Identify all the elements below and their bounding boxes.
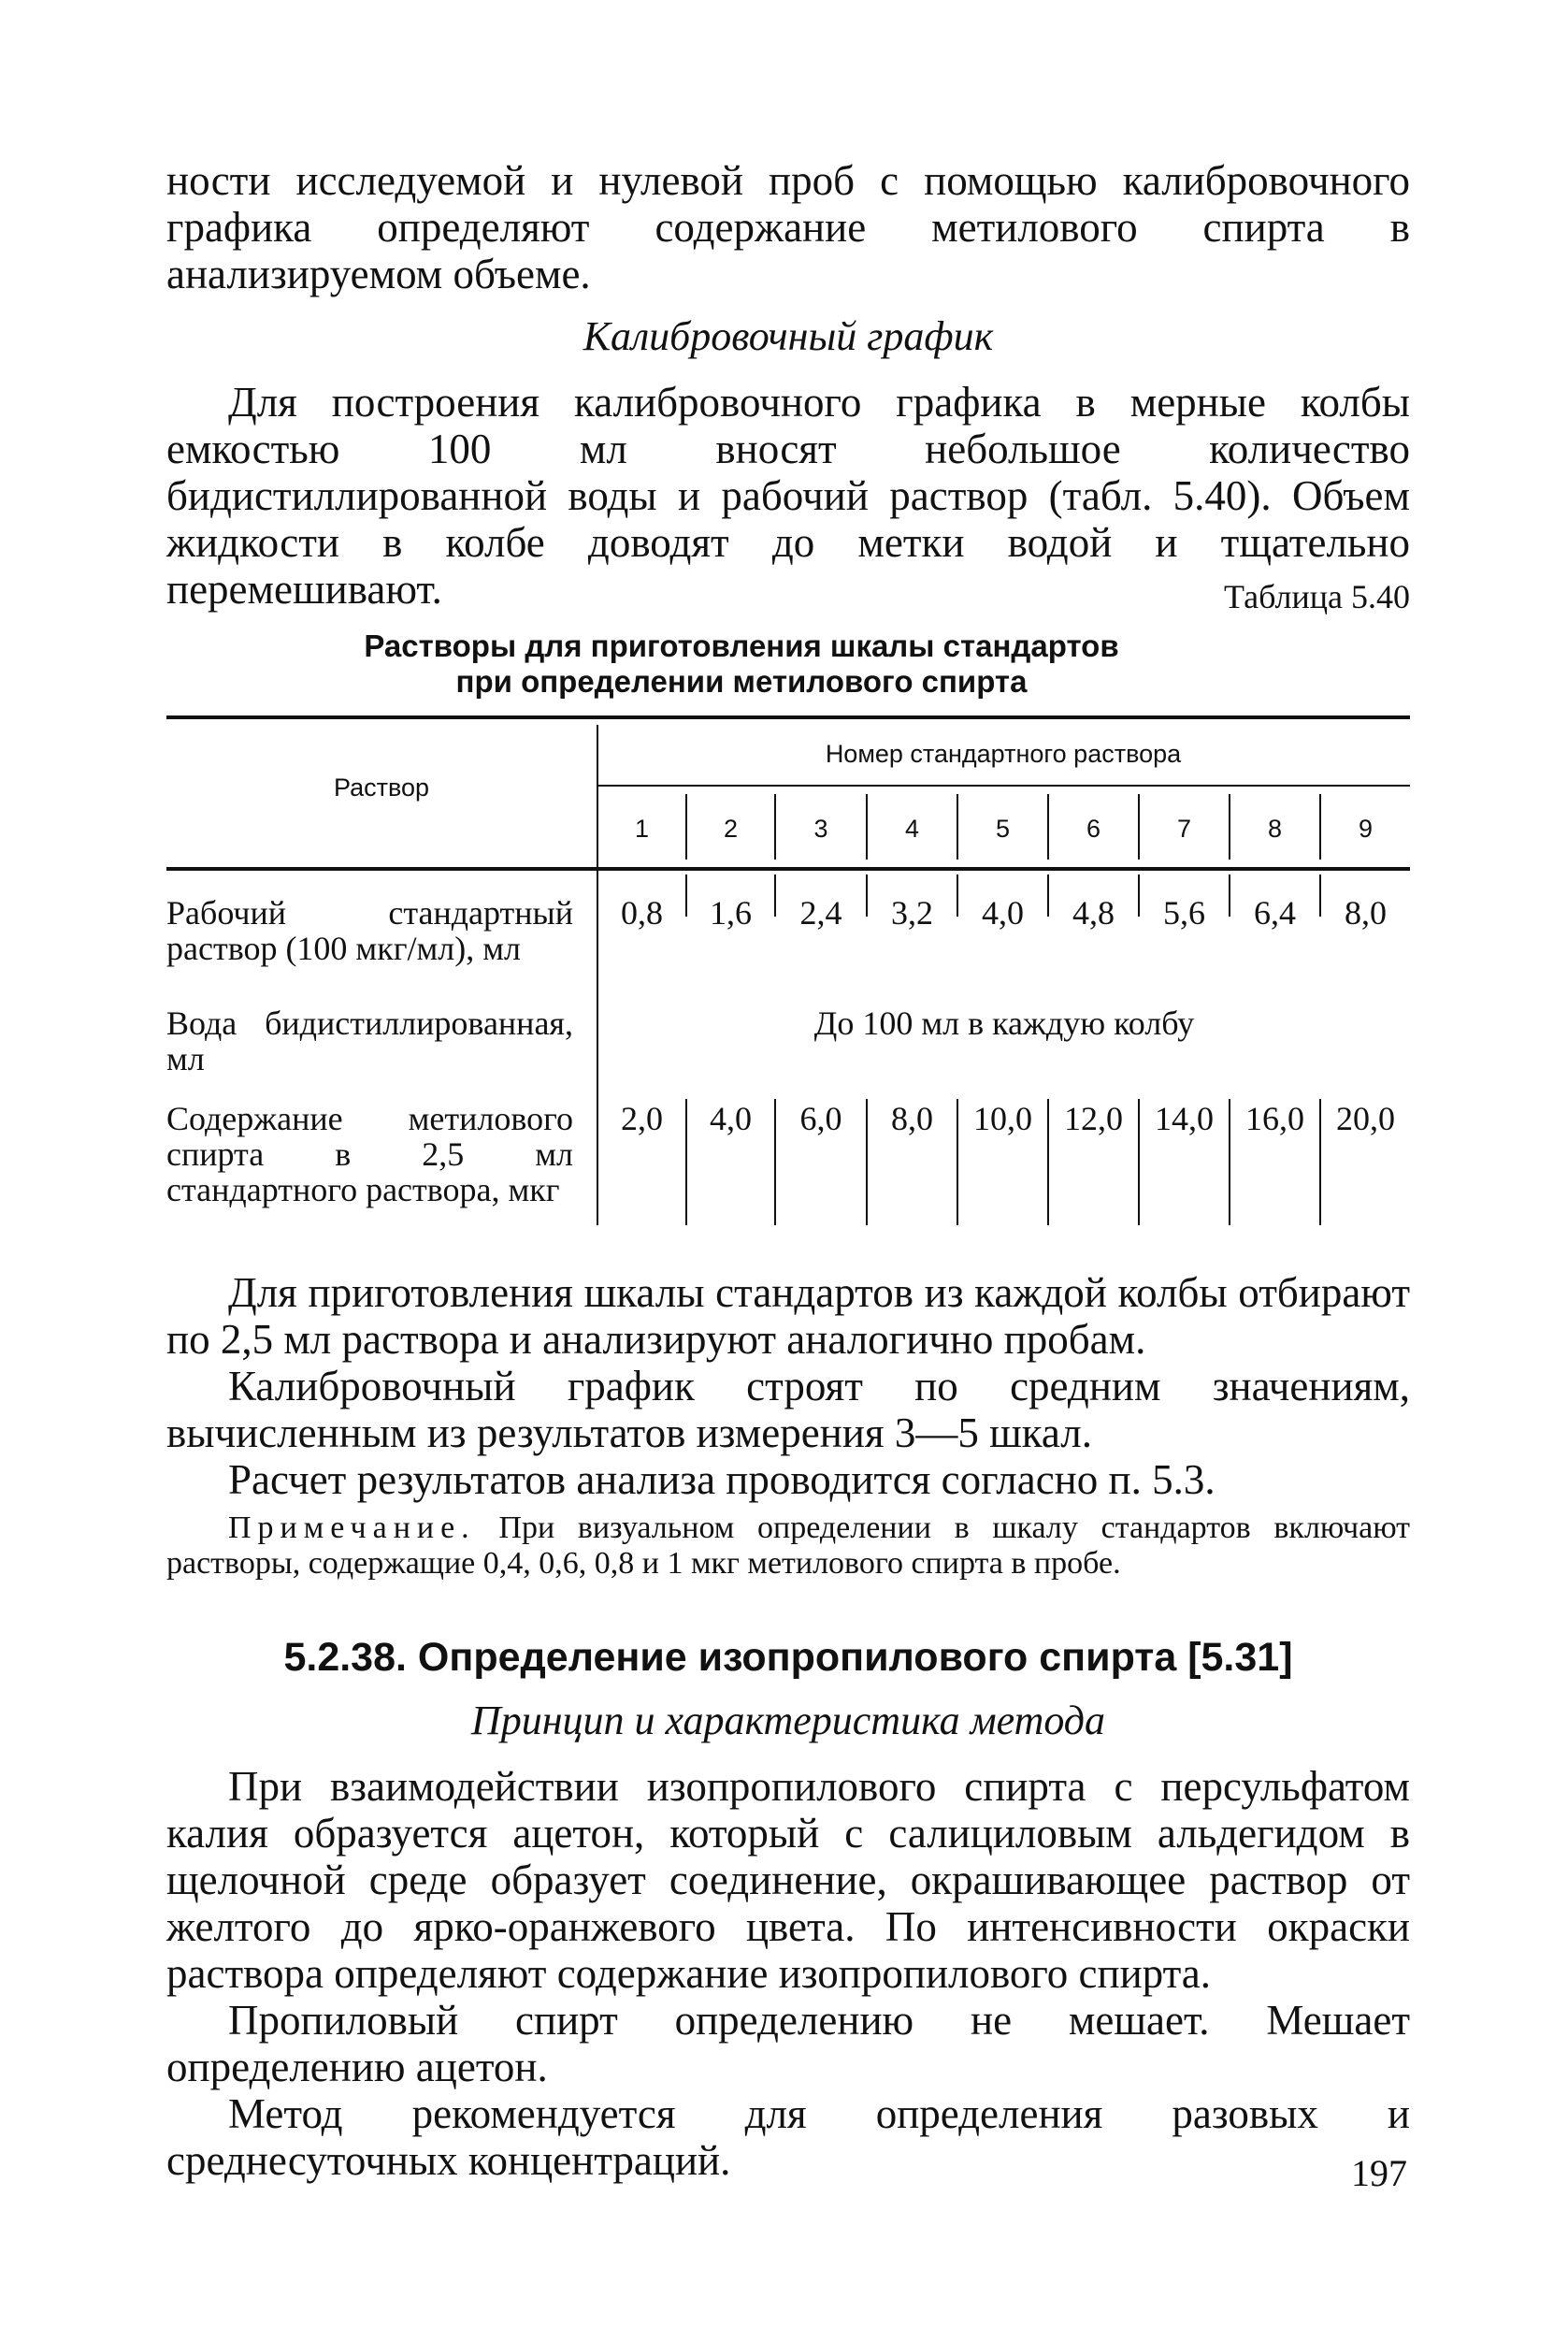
row3-value-1: 2,0 [621, 1100, 663, 1137]
section-heading: 5.2.38. Определение изопропилового спирта [5.31] [283, 1635, 1293, 1680]
table-title-line-1: Растворы для приготовления шкалы стандартов [364, 629, 1119, 663]
col-number-2: 2 [723, 815, 739, 843]
principle-paragraph-2: Пропиловый спирт определению не мешает. Мешает определению ацетон. [166, 1997, 1410, 2090]
header-mid-rule [597, 785, 1410, 787]
intro-block [166, 157, 1410, 297]
row-label-water: Вода бидистиллированная, мл [166, 1004, 573, 1077]
row3-value-2: 4,0 [710, 1100, 752, 1137]
calibration-paragraph: Для построения калибровочного графика в мерные колбы емкостью 100 мл вносят небольшое количество бидистиллированной воды и рабочий раствор (табл. 5.40). Объем жидкости в колбе доводят до метки водой и тщательно перемешивают. [166, 379, 1410, 613]
principle-paragraph-1: При взаимодействии изопропилового спирта с персульфатом калия образуется ацетон, который с салициловым альдегидом в щелочной среде образует соединение, окрашивающее раствор от желтого до ярко-оранжевого цвета. По интенсивности окраски раствора определяют содержание изопропилового спирта. [166, 1763, 1410, 1997]
row2-merged-value: До 100 мл в каждую колбу [813, 1004, 1195, 1042]
col-number-8: 8 [1267, 815, 1283, 843]
col-number-5: 5 [995, 815, 1011, 843]
note-block [166, 1510, 1410, 1582]
row1-value-2: 1,6 [710, 894, 752, 932]
row3-value-7: 14,0 [1155, 1100, 1214, 1137]
row-label-working-solution: Рабочий стандартный раствор (100 мкг/мл), мл [166, 894, 573, 967]
row3-value-5: 10,0 [973, 1100, 1032, 1137]
header-bottom-rule [166, 867, 1410, 871]
table-label: Таблица 5.40 [1224, 578, 1410, 615]
row1-value-6: 4,8 [1072, 894, 1115, 932]
col-number-3: 3 [813, 815, 828, 843]
after-table-paragraph-3: Расчет результатов анализа проводится согласно п. 5.3. [228, 1456, 1216, 1503]
row1-value-7: 5,6 [1163, 894, 1205, 932]
subheading-calibration: Калибровочный график [583, 313, 994, 359]
page-number: 197 [1351, 2152, 1407, 2194]
note-label: Примечание. [228, 1510, 476, 1545]
row3-value-6: 12,0 [1064, 1100, 1123, 1137]
col-number-4: 4 [904, 815, 920, 843]
table-title [166, 629, 1316, 700]
row3-value-8: 16,0 [1245, 1100, 1304, 1137]
col-number-9: 9 [1358, 815, 1374, 843]
principle-block [166, 1763, 1410, 2184]
after-table-block [166, 1269, 1410, 1503]
after-table-paragraph-1: Для приготовления шкалы стандартов из каждой колбы отбирают по 2,5 мл раствора и анализируют аналогично пробам. [166, 1269, 1410, 1363]
note-text: При визуальном определении в шкалу стандартов включают растворы, содержащие 0,4, 0,6, 0,8 и 1 мкг метилового спирта в пробе. [166, 1510, 1411, 1581]
col-number-1: 1 [634, 815, 650, 843]
standards-table [166, 715, 1410, 1225]
column-header-group: Номер стандартного раствора [825, 740, 1182, 768]
principle-paragraph-3: Метод рекомендуется для определения разовых и среднесуточных концентраций. [166, 2090, 1410, 2184]
row1-value-1: 0,8 [621, 894, 663, 932]
row-label-methanol-content: Содержание метилового спирта в 2,5 мл стандартного раствора, мкг [166, 1100, 573, 1208]
row3-value-9: 20,0 [1336, 1100, 1395, 1137]
label-column-divider [597, 725, 598, 1225]
intro-paragraph: ности исследуемой и нулевой проб с помощью калибровочного графика определяют содержание метилового спирта в анализируемом объеме. [166, 157, 1410, 297]
row3-value-3: 6,0 [799, 1100, 842, 1137]
col-number-6: 6 [1086, 815, 1101, 843]
row1-value-4: 3,2 [891, 894, 933, 932]
subheading-principle: Принцип и характеристика метода [470, 1698, 1106, 1743]
note-paragraph [166, 1510, 1410, 1582]
table-title-line-2: при определении метилового спирта [455, 664, 1028, 699]
row1-value-3: 2,4 [799, 894, 842, 932]
column-header-solution: Раствор [333, 773, 430, 802]
table-top-rule [166, 715, 1410, 719]
after-table-paragraph-2: Калибровочный график строят по средним значениям, вычисленным из результатов измерения 3—5 шкал. [166, 1363, 1410, 1456]
row1-value-5: 4,0 [982, 894, 1024, 932]
row3-value-4: 8,0 [891, 1100, 933, 1137]
col-number-7: 7 [1176, 815, 1192, 843]
row1-value-8: 6,4 [1254, 894, 1296, 932]
row1-value-9: 8,0 [1345, 894, 1387, 932]
